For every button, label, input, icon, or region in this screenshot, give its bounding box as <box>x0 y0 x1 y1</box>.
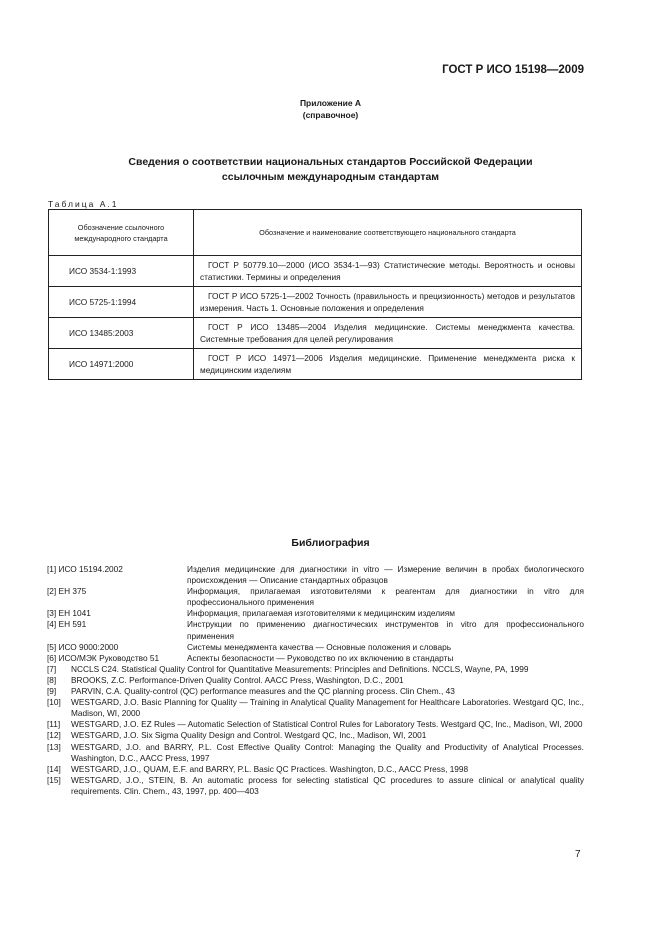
correspondence-table <box>48 209 582 380</box>
bibliography-item-text: Информация, прилагаемая изготовителями к реагентам для диагностики in vitro для профессионального применения <box>187 586 584 608</box>
appendix-type: (справочное) <box>302 110 359 120</box>
bibliography-item <box>47 642 584 653</box>
table-header-intl <box>49 210 194 256</box>
bibliography-item-number: [7] <box>47 663 57 674</box>
bibliography-item-text: Изделия медицинские для диагностики in vitro — Измерение величин в пробах биологического происхождения — Описание стандартных образцов <box>187 564 584 586</box>
bibliography-item <box>47 675 584 686</box>
bibliography-item-text: Информация, прилагаемая изготовителями к медицинским изделиям <box>187 608 455 619</box>
bibliography-item-number: [1] ИСО 15194.2002 <box>47 564 123 574</box>
bibliography-item-text: Системы менеджмента качества — Основные положения и словарь <box>187 641 452 652</box>
bibliography-item-text: WESTGARD, J.O. Six Sigma Quality Design and Control. Westgard QC, Inc., Madison, WI, 2001 <box>71 730 427 741</box>
bibliography-item-number: [6] ИСО/МЭК Руководство 51 <box>47 652 160 663</box>
bibliography-item <box>47 742 584 764</box>
appendix-label: Приложение А <box>299 98 362 108</box>
bibliography-item-text: WESTGARD, J.O., STEIN, B. An automatic process for selecting statistical QC procedures to assure clinical or analytical quality requirements. Clin. Chem., 43, 1997, pp. 400—403 <box>71 774 584 796</box>
table-row <box>49 256 582 287</box>
bibliography-item-text: WESTGARD, J.O. Basic Planning for Quality — Training in Analytical Quality Management for Healthcare Laboratories. Westgard QC, Inc., Madison, WI, 2000 <box>71 697 584 719</box>
bibliography-item <box>47 619 584 641</box>
bibliography-item <box>47 653 584 664</box>
table-header-row <box>49 210 582 256</box>
document-code-header: ГОСТ Р ИСО 15198—2009 <box>442 64 584 76</box>
table-cell-national: ГОСТ Р ИСО 14971—2006 Изделия медицинские. Применение менеджмента риска к медицинским изделиям <box>194 349 582 380</box>
bibliography-item-text: WESTGARD, J.O., QUAM, E.F. and BARRY, P.L. Basic QC Practices. Washington, D.C., AACC Press, 1998 <box>71 763 469 774</box>
section-title <box>60 155 601 185</box>
table-cell-intl: ИСО 14971:2000 <box>49 349 194 380</box>
table-cell-intl: ИСО 13485:2003 <box>49 318 194 349</box>
bibliography-item <box>47 564 584 586</box>
table-row <box>49 318 582 349</box>
bibliography-item-text: NCCLS C24. Statistical Quality Control for Quantitative Measurements: Principles and Definitions. NCCLS, Wayne, PA, 1999 <box>71 663 529 674</box>
bibliography-item-text: Инструкции по применению диагностических инструментов in vitro для профессионального применения <box>187 619 584 641</box>
table-cell-intl: ИСО 3534-1:1993 <box>49 256 194 287</box>
bibliography-item-number: [5] ИСО 9000:2000 <box>47 641 119 652</box>
bibliography-item-text: WESTGARD, J.O. and BARRY, P.L. Cost Effective Quality Control: Managing the Quality and Productivity of Analytical Processes. Washington, D.C., AACC Press, 1997 <box>71 741 584 763</box>
bibliography-item <box>47 764 584 775</box>
table-header-national: Обозначение и наименование соответствующего национального стандарта <box>194 210 582 256</box>
bibliography-item-number: [9] <box>47 686 57 697</box>
bibliography-item <box>47 775 584 797</box>
bibliography-item-number: [3] ЕН 1041 <box>47 608 91 619</box>
bibliography-item-number: [10] <box>47 697 61 708</box>
bibliography-item-number: [15] <box>47 774 61 785</box>
bibliography-item-text: Аспекты безопасности — Руководство по их включению в стандарты <box>187 652 454 663</box>
bibliography-item <box>47 586 584 608</box>
table-row <box>49 349 582 380</box>
bibliography-item <box>47 686 584 697</box>
bibliography-item-number: [11] <box>47 719 61 730</box>
page-number: 7 <box>575 849 581 860</box>
bibliography-item <box>47 697 584 719</box>
bibliography-item-number: [14] <box>47 763 61 774</box>
bibliography-item <box>47 730 584 741</box>
bibliography-list <box>47 564 584 797</box>
bibliography-item-number: [12] <box>47 730 61 741</box>
table-cell-intl: ИСО 5725-1:1994 <box>49 287 194 318</box>
bibliography-item-number: [8] <box>47 674 57 685</box>
section-title-line-2: ссылочным международным стандартам <box>221 171 440 183</box>
bibliography-item-text: BROOKS, Z.C. Performance-Driven Quality Control. AACC Press, Washington, D.C., 2001 <box>71 674 404 685</box>
appendix-title <box>0 97 661 121</box>
bibliography-item-number: [2] ЕН 375 <box>47 586 87 597</box>
table-caption: Таблица А.1 <box>48 199 119 209</box>
bibliography-item <box>47 719 584 730</box>
bibliography-item-number: [4] ЕН 591 <box>47 619 87 630</box>
table-cell-national: ГОСТ Р 50779.10—2000 (ИСО 3534-1—93) Статистические методы. Вероятность и основы статистики. Термины и определения <box>194 256 582 287</box>
table-cell-national: ГОСТ Р ИСО 5725-1—2002 Точность (правильность и прецизионность) методов и результатов измерения. Часть 1. Основные положения и определения <box>194 287 582 318</box>
table-header-intl-text: Обозначение ссылочного международного стандарта <box>74 222 168 243</box>
bibliography-title: Библиография <box>291 537 370 549</box>
bibliography-item-text: WESTGARD, J.O. EZ Rules — Automatic Selection of Statistical Control Rules for Laboratory Tests. Westgard QC, Inc., Madison, WI, 2000 <box>71 719 583 730</box>
bibliography-item-number: [13] <box>47 741 61 752</box>
section-title-line-1: Сведения о соответствии национальных стандартов Российской Федерации <box>128 156 533 168</box>
bibliography-item <box>47 664 584 675</box>
table-row <box>49 287 582 318</box>
bibliography-item-text: PARVIN, C.A. Quality-control (QC) performance measures and the QC planning process. Clin Chem., 43 <box>71 686 455 697</box>
bibliography-item <box>47 608 584 619</box>
table-cell-national: ГОСТ Р ИСО 13485—2004 Изделия медицинские. Системы менеджмента качества. Системные требования для целей регулирования <box>194 318 582 349</box>
